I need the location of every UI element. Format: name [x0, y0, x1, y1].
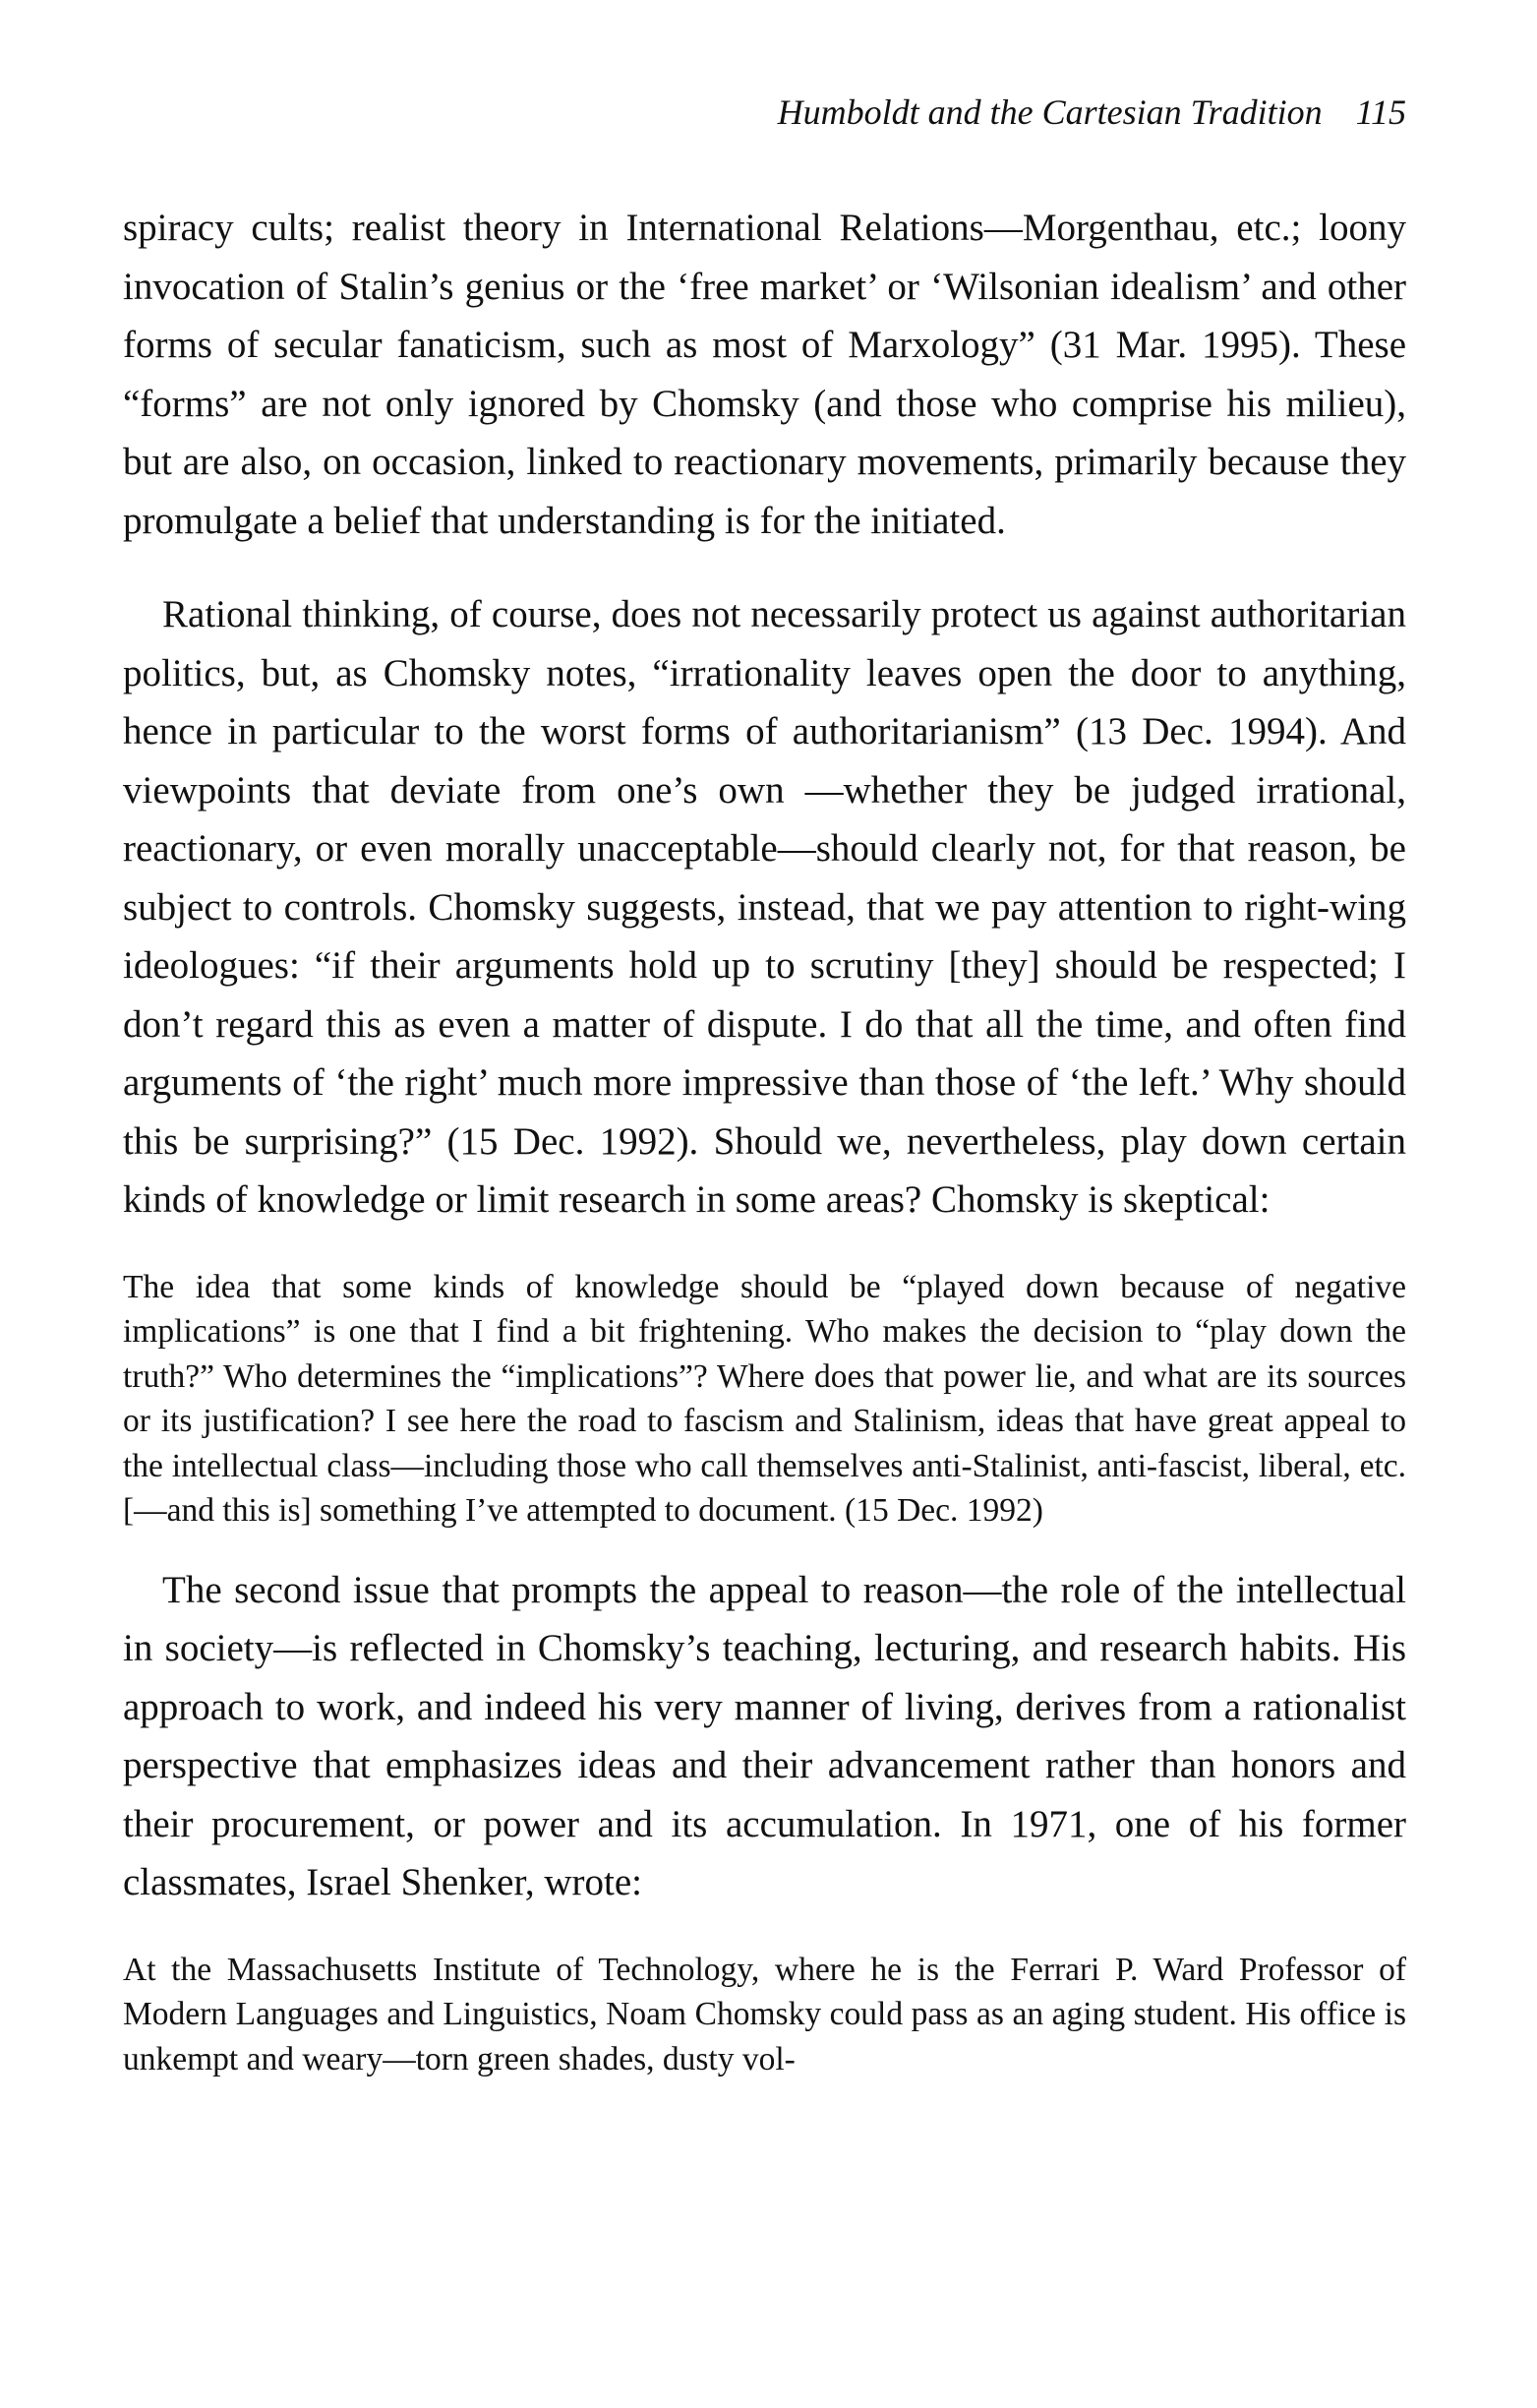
book-page — [123, 0, 1406, 2408]
page-number: 115 — [1355, 92, 1406, 132]
running-head — [778, 90, 1406, 134]
paragraph-second-issue: The second issue that prompts the appeal to reason—the role of the intellectual in society—is reflected in Chomsky’s teaching, lecturing, and research habits. His approach to work, and indeed his very manner of living, derives from a rationalist perspective that emphasizes ideas and their advancement rather than honors and their procurement, or power and its accumulation. In 1971, one of his former classmates, Israel Shenker, wrote: — [123, 1568, 1406, 1903]
body-text — [123, 199, 1406, 2081]
block-quote-chomsky: The idea that some kinds of knowledge should be “played down because of negative implications” is one that I find a bit frightening. Who makes the decision to “play down the truth?” Who determines the “implications”? Where does that power lie, and what are its sources or its justification? I see here the road to fascism and Stalinism, ideas that have great appeal to the intellectual class—including those who call themselves anti-Stalinist, anti-fascist, liberal, etc. [—and this is] something I’ve attempted to document. (15 Dec. 1992) — [123, 1268, 1406, 1529]
block-quote-shenker: At the Massachusetts Institute of Technology, where he is the Ferrari P. Ward Professor of Modern Languages and Linguistics, Noam Chomsky could pass as an aging student. His office is unkempt and weary—torn green shades, dusty vol- — [123, 1951, 1406, 2077]
running-title: Humboldt and the Cartesian Tradition — [777, 92, 1323, 132]
paragraph-rational-thinking: Rational thinking, of course, does not necessarily protect us against authoritarian politics, but, as Chomsky notes, “irrationality leaves open the door to anything, hence in particular to the worst forms of authoritarianism” (13 Dec. 1994). And viewpoints that deviate from one’s own —whether they be judged irrational, reactionary, or even morally unacceptable—should clearly not, for that reason, be subject to controls. Chomsky suggests, instead, that we pay attention to right-wing ideologues: “if their arguments hold up to scrutiny [they] should be respected; I don’t regard this as even a matter of dispute. I do that all the time, and often find arguments of ‘the right’ much more impressive than those of ‘the left.’ Why should this be surprising?” (15 Dec. 1992). Should we, nevertheless, play down certain kinds of knowledge or limit research in some areas? Chomsky is skeptical: — [123, 593, 1406, 1221]
paragraph-continued: spiracy cults; realist theory in International Relations—Morgenthau, etc.; loony invocation of Stalin’s genius or the ‘free market’ or ‘Wilsonian idealism’ and other forms of secular fanaticism, such as most of Marxology” (31 Mar. 1995). These “forms” are not only ignored by Chomsky (and those who comprise his milieu), but are also, on occasion, linked to reactionary movements, primarily because they promulgate a belief that understanding is for the initiated. — [123, 207, 1406, 542]
